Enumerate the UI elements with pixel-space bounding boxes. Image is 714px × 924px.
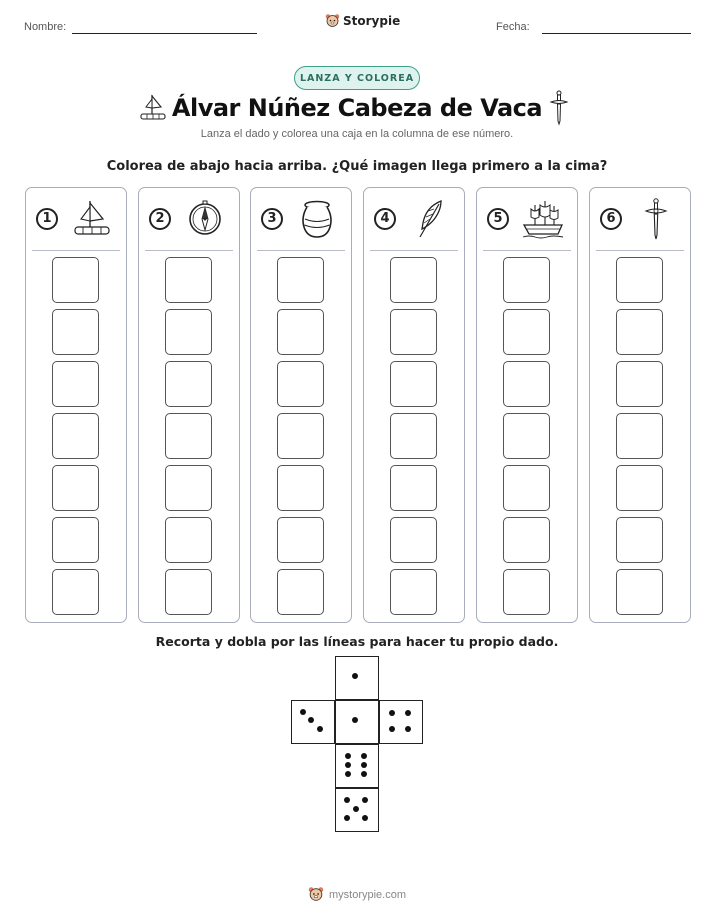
color-box[interactable] [277, 465, 324, 511]
color-box[interactable] [503, 257, 550, 303]
name-label: Nombre: [24, 21, 67, 33]
color-box[interactable] [277, 517, 324, 563]
color-box[interactable] [52, 569, 99, 615]
color-box[interactable] [616, 569, 663, 615]
pip [345, 762, 351, 768]
color-box[interactable] [277, 309, 324, 355]
date-line[interactable] [542, 33, 691, 34]
footer-url[interactable]: mystorypie.com [328, 888, 407, 901]
die-face-3 [291, 700, 335, 744]
column-number: 5 [487, 208, 509, 230]
color-box[interactable] [52, 361, 99, 407]
color-box[interactable] [165, 309, 212, 355]
column-1 [25, 187, 127, 623]
column-number: 2 [149, 208, 171, 230]
footer [0, 886, 714, 903]
column-divider [32, 250, 120, 251]
column-3 [250, 187, 352, 623]
column-divider [596, 250, 684, 251]
column-number: 3 [261, 208, 283, 230]
column-divider [370, 250, 458, 251]
column-divider [483, 250, 571, 251]
color-box[interactable] [165, 465, 212, 511]
pip [317, 726, 323, 732]
color-box[interactable] [503, 465, 550, 511]
sword-icon [634, 197, 678, 241]
pip [344, 797, 350, 803]
color-box[interactable] [277, 413, 324, 459]
galleon-ship-icon [521, 197, 565, 241]
color-box[interactable] [616, 517, 663, 563]
pip [361, 753, 367, 759]
color-box[interactable] [503, 569, 550, 615]
activity-badge: LANZA Y COLOREA [294, 66, 420, 90]
column-divider [145, 250, 233, 251]
color-box[interactable] [616, 361, 663, 407]
color-box[interactable] [390, 361, 437, 407]
color-box[interactable] [52, 465, 99, 511]
pip [362, 797, 368, 803]
color-box[interactable] [503, 361, 550, 407]
color-box[interactable] [503, 517, 550, 563]
color-box[interactable] [165, 257, 212, 303]
color-box[interactable] [503, 413, 550, 459]
raft-icon [70, 197, 114, 241]
color-box[interactable] [390, 517, 437, 563]
color-box[interactable] [616, 257, 663, 303]
pip [344, 815, 350, 821]
page-subtitle: Lanza el dado y colorea una caja en la columna de ese número. [200, 128, 514, 140]
color-box[interactable] [616, 465, 663, 511]
color-box[interactable] [390, 569, 437, 615]
color-box[interactable] [165, 517, 212, 563]
bear-footer-icon [308, 886, 324, 903]
die-face-6 [335, 744, 379, 788]
date-label: Fecha: [496, 21, 530, 33]
name-line[interactable] [72, 33, 257, 34]
page-title: Álvar Núñez Cabeza de Vaca [171, 94, 543, 122]
color-box[interactable] [616, 413, 663, 459]
color-box[interactable] [390, 413, 437, 459]
pip [352, 673, 358, 679]
die-face-1 [335, 656, 379, 700]
column-4 [363, 187, 465, 623]
compass-icon [183, 197, 227, 241]
column-divider [257, 250, 345, 251]
brand-logo [325, 13, 400, 29]
coloring-instruction: Colorea de abajo hacia arriba. ¿Qué imagen llega primero a la cima? [106, 159, 608, 174]
color-box[interactable] [390, 465, 437, 511]
cut-instruction: Recorta y dobla por las líneas para hacer tu propio dado. [155, 634, 559, 649]
color-box[interactable] [52, 309, 99, 355]
pip [345, 753, 351, 759]
pip [300, 709, 306, 715]
die-face-1-center [335, 700, 379, 744]
die-face-5 [335, 788, 379, 832]
color-box[interactable] [52, 257, 99, 303]
sword-title-icon [548, 90, 570, 126]
color-box[interactable] [277, 257, 324, 303]
pip [345, 771, 351, 777]
pip [308, 717, 314, 723]
feather-quill-icon [408, 197, 452, 241]
color-box[interactable] [165, 361, 212, 407]
pip [405, 710, 411, 716]
die-face-4 [379, 700, 423, 744]
color-box[interactable] [52, 413, 99, 459]
color-box[interactable] [277, 569, 324, 615]
pip [389, 710, 395, 716]
pip [361, 771, 367, 777]
column-number: 1 [36, 208, 58, 230]
color-box[interactable] [165, 569, 212, 615]
color-box[interactable] [390, 257, 437, 303]
column-2 [138, 187, 240, 623]
pip [361, 762, 367, 768]
color-box[interactable] [165, 413, 212, 459]
column-number: 4 [374, 208, 396, 230]
pip [362, 815, 368, 821]
column-number: 6 [600, 208, 622, 230]
column-6 [589, 187, 691, 623]
pip [352, 717, 358, 723]
color-box[interactable] [277, 361, 324, 407]
color-box[interactable] [52, 517, 99, 563]
pip [389, 726, 395, 732]
color-box[interactable] [616, 309, 663, 355]
pip [405, 726, 411, 732]
column-5 [476, 187, 578, 623]
clay-pot-icon [295, 197, 339, 241]
color-box[interactable] [390, 309, 437, 355]
color-box[interactable] [503, 309, 550, 355]
bear-logo-icon [325, 13, 340, 29]
brand-name: Storypie [343, 14, 401, 28]
pip [353, 806, 359, 812]
